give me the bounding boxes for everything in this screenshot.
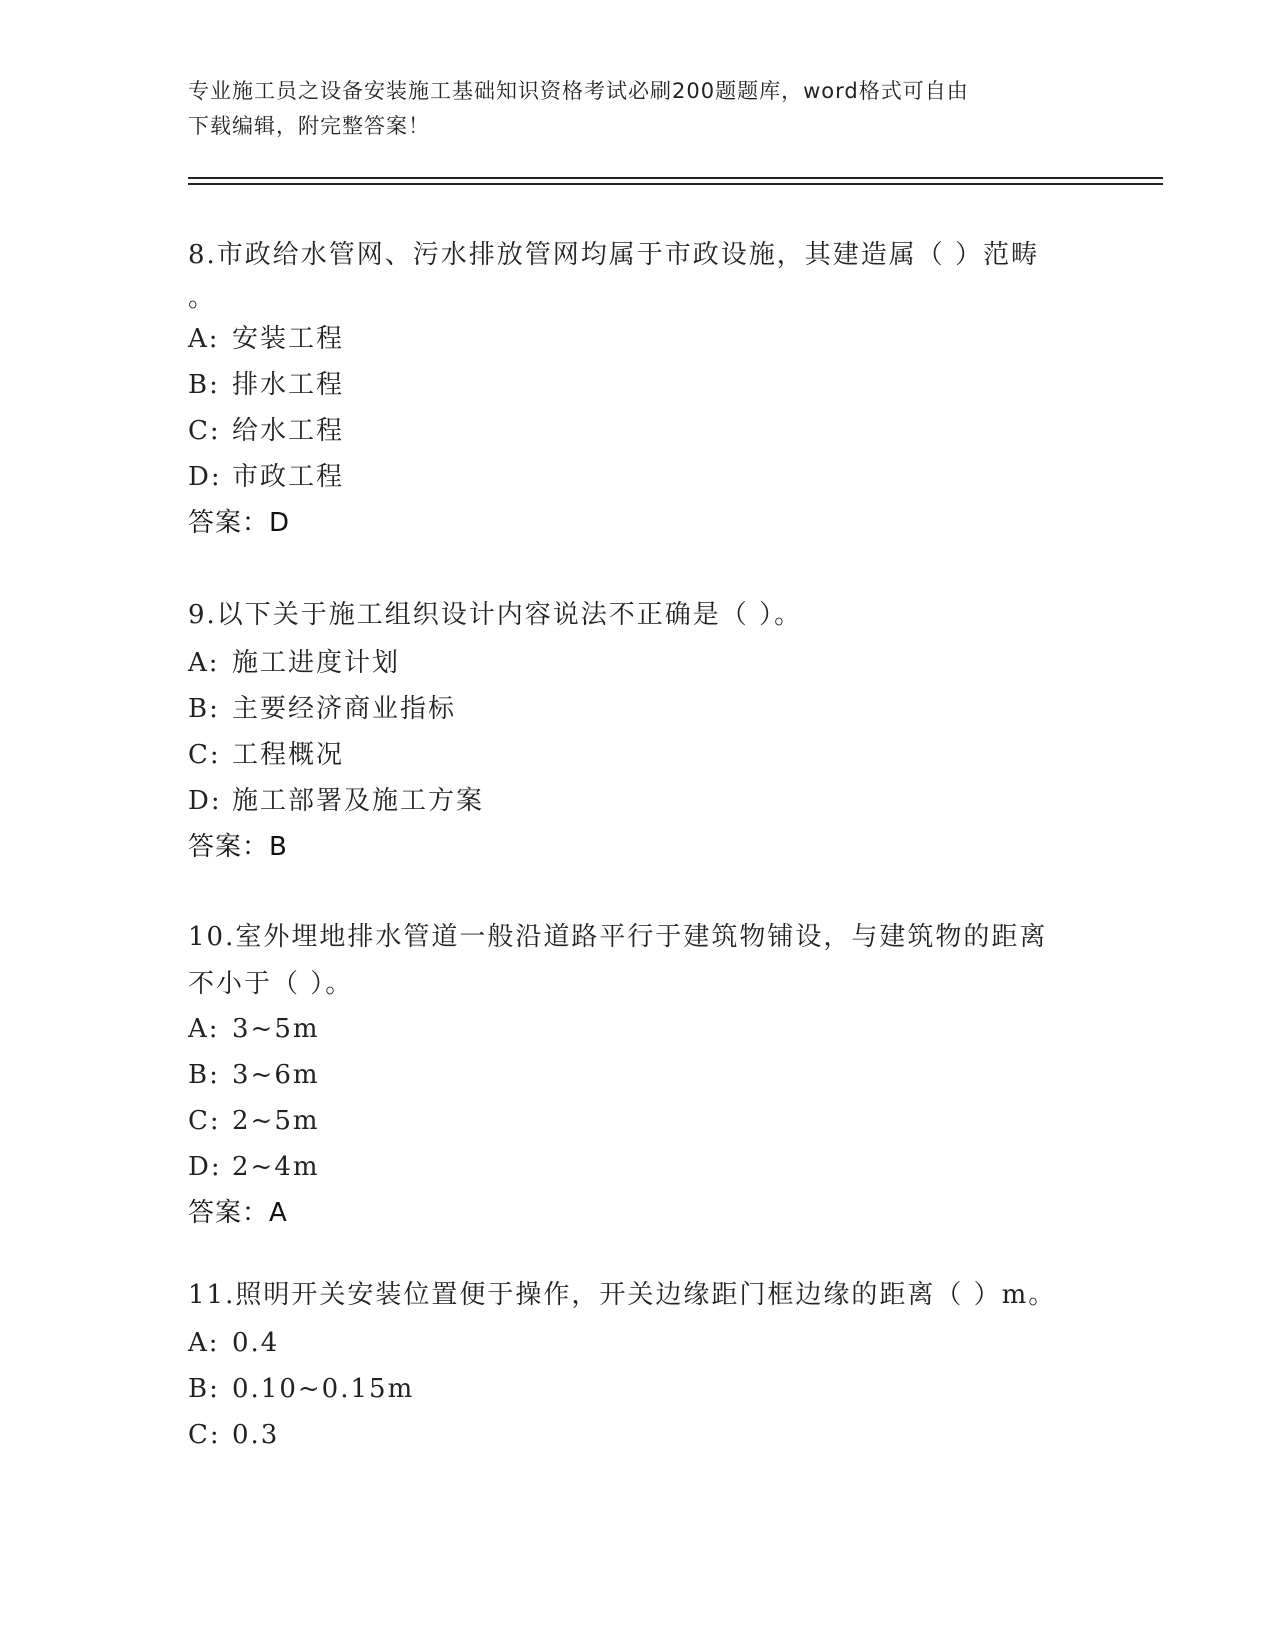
option-key: D: [188,786,222,816]
question-11 [188,1270,1088,1458]
question-10 [188,912,1088,1236]
option-text: 施工部署及施工方案 [232,786,485,816]
option-text: 0.10~0.15m [232,1374,415,1404]
question-stem: 8.市政给水管网、污水排放管网均属于市政设施，其建造属（ ）范畴 [188,240,1040,270]
option-text: 排水工程 [232,370,345,400]
option-key: C: [188,416,221,446]
option-b [188,362,1088,408]
question-stem-continued: 不小于（ ）。 [188,969,354,999]
option-text: 工程概况 [232,740,345,770]
option-text: 3~5m [232,1014,320,1044]
question-stem: 11.照明开关安装位置便于操作，开关边缘距门框边缘的距离（ ）m。 [188,1280,1057,1310]
answer-line: 答案：D [188,508,291,538]
option-d [188,454,1088,500]
option-text: 主要经济商业指标 [232,694,457,724]
option-key: D: [188,462,222,492]
option-text: 2~5m [232,1106,320,1136]
option-c [188,1412,1088,1458]
option-a [188,316,1088,362]
header-title-line-1: 专业施工员之设备安装施工基础知识资格考试必刷200题题库，word格式可自由 [188,79,969,103]
option-c [188,1098,1088,1144]
option-text: 给水工程 [232,416,345,446]
option-b [188,1052,1088,1098]
option-d [188,778,1088,824]
option-text: 施工进度计划 [232,648,401,678]
option-key: A: [188,648,220,678]
option-a [188,1006,1088,1052]
option-a [188,640,1088,686]
option-d [188,1144,1088,1190]
option-key: A: [188,1328,220,1358]
option-key: A: [188,1014,220,1044]
question-stem-continued: 。 [188,283,217,313]
question-9 [188,590,1088,870]
option-key: B: [188,694,220,724]
question-8 [188,230,1088,546]
option-key: A: [188,324,220,354]
option-key: B: [188,1374,220,1404]
option-c [188,408,1088,454]
header-divider-top [188,177,1163,179]
option-key: B: [188,1060,220,1090]
answer-line: 答案：A [188,1198,288,1228]
question-stem: 10.室外埋地排水管道一般沿道路平行于建筑物铺设，与建筑物的距离 [188,922,1048,952]
option-text: 安装工程 [232,324,345,354]
option-key: B: [188,370,220,400]
option-text: 市政工程 [232,462,345,492]
answer-line: 答案：B [188,832,288,862]
option-text: 0.3 [232,1420,280,1450]
option-key: D: [188,1152,222,1182]
header-title-line-2: 下载编辑，附完整答案！ [188,114,430,138]
header-divider-bottom [188,183,1163,185]
document-header [188,74,1068,144]
option-text: 2~4m [232,1152,320,1182]
question-stem: 9.以下关于施工组织设计内容说法不正确是（ ）。 [188,600,803,630]
option-a [188,1320,1088,1366]
option-b [188,686,1088,732]
option-text: 3~6m [232,1060,320,1090]
option-text: 0.4 [232,1328,280,1358]
option-b [188,1366,1088,1412]
option-c [188,732,1088,778]
option-key: C: [188,1420,221,1450]
option-key: C: [188,1106,221,1136]
option-key: C: [188,740,221,770]
